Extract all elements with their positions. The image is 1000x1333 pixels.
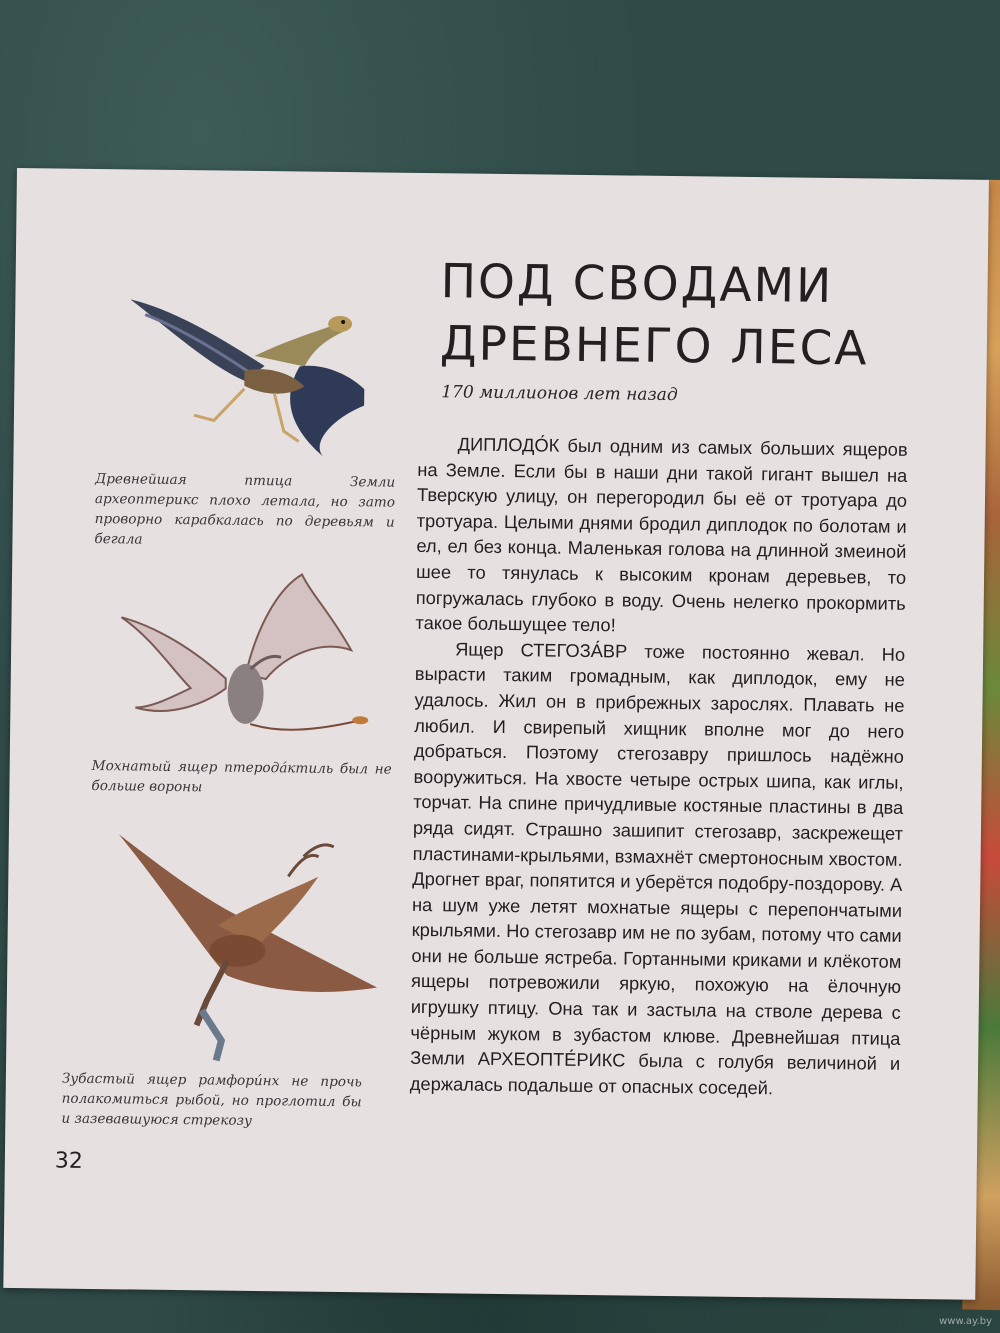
page-title [440, 251, 870, 380]
page-subtitle: 170 миллионов лет назад [441, 382, 678, 406]
article-body [410, 431, 908, 1102]
title-line-2: ДРЕВНЕГО ЛЕСА [439, 316, 869, 377]
pterodactyl-illustration [110, 567, 382, 760]
caption-rhamphorhynchus: Зубастый ящер рамфори́нх не прочь полакомиться рыбой, но проглотил бы и зазевавшуюся стрекозу [61, 1070, 362, 1129]
paragraph-diplodocus: ДИПЛОДО́К был одним из самых больших ящеров на Земле. Если бы в наши дни такой гигант вышел на Тверскую улицу, он перегородил бы её от тротуара до тротуара. Целыми днями бродил диплодок по болотам и ел, ел без конца. Маленькая голова на длинной змеиной шее то тянулась к высоким кронам деревьев, то погружалась глубоко в воду. Очень нелегко прокормить такое большущее тело! [415, 433, 908, 636]
caption-pterodactyl: Мохнатый ящер птеродáктиль был не больше вороны [91, 757, 392, 796]
book-page [3, 168, 989, 1300]
caption-archaeopteryx: Древнейшая птица Земли археоптерикс плохо летала, но зато проворно карабкалась по деревьям и бегала [94, 470, 396, 548]
watermark: www.ay.by [939, 1316, 992, 1327]
page-number: 32 [54, 1148, 84, 1174]
archaeopteryx-illustration [114, 269, 366, 457]
paragraph-stegosaurus: Ящер СТЕГОЗА́ВР тоже постоянно жевал. Но вырасти таким громадным, как диплодок, ему не удалось. Жил он в прибрежных зарослях. Плавать не любил. И свирепый хищник вполне мог до него добраться. Поэтому стегозавру пришлось надёжно вооружиться. На хвосте четыре острых шипа, как иглы, торчат. На спине причудливые костяные пластины в два ряда сидят. Страшно зашипит стегозавр, заскрежещет пластинами-крыльями, взмахнёт смертоносным хвостом. Дрогнет враг, попятится и уберётся подобру-поздорову. А на шум уже летят мохнатые ящеры с перепончатыми крыльями. Но стегозавр им не по зубам, потому что сами они не больше ястреба. Гортанными криками и клёкотом ящеры потревожили яркую, похожую на ёлочную игрушку птицу. Она так и застыла на стволе дерева с чёрным жуком в зубастом клюве. Древнейшая птица Земли АРХЕОПТЕ́РИКС была с голубя величиной и держалась подальше от опасных соседей. [409, 638, 906, 1099]
title-line-1: ПОД СВОДАМИ [440, 254, 834, 314]
rhamphorhynchus-illustration [86, 834, 379, 1068]
